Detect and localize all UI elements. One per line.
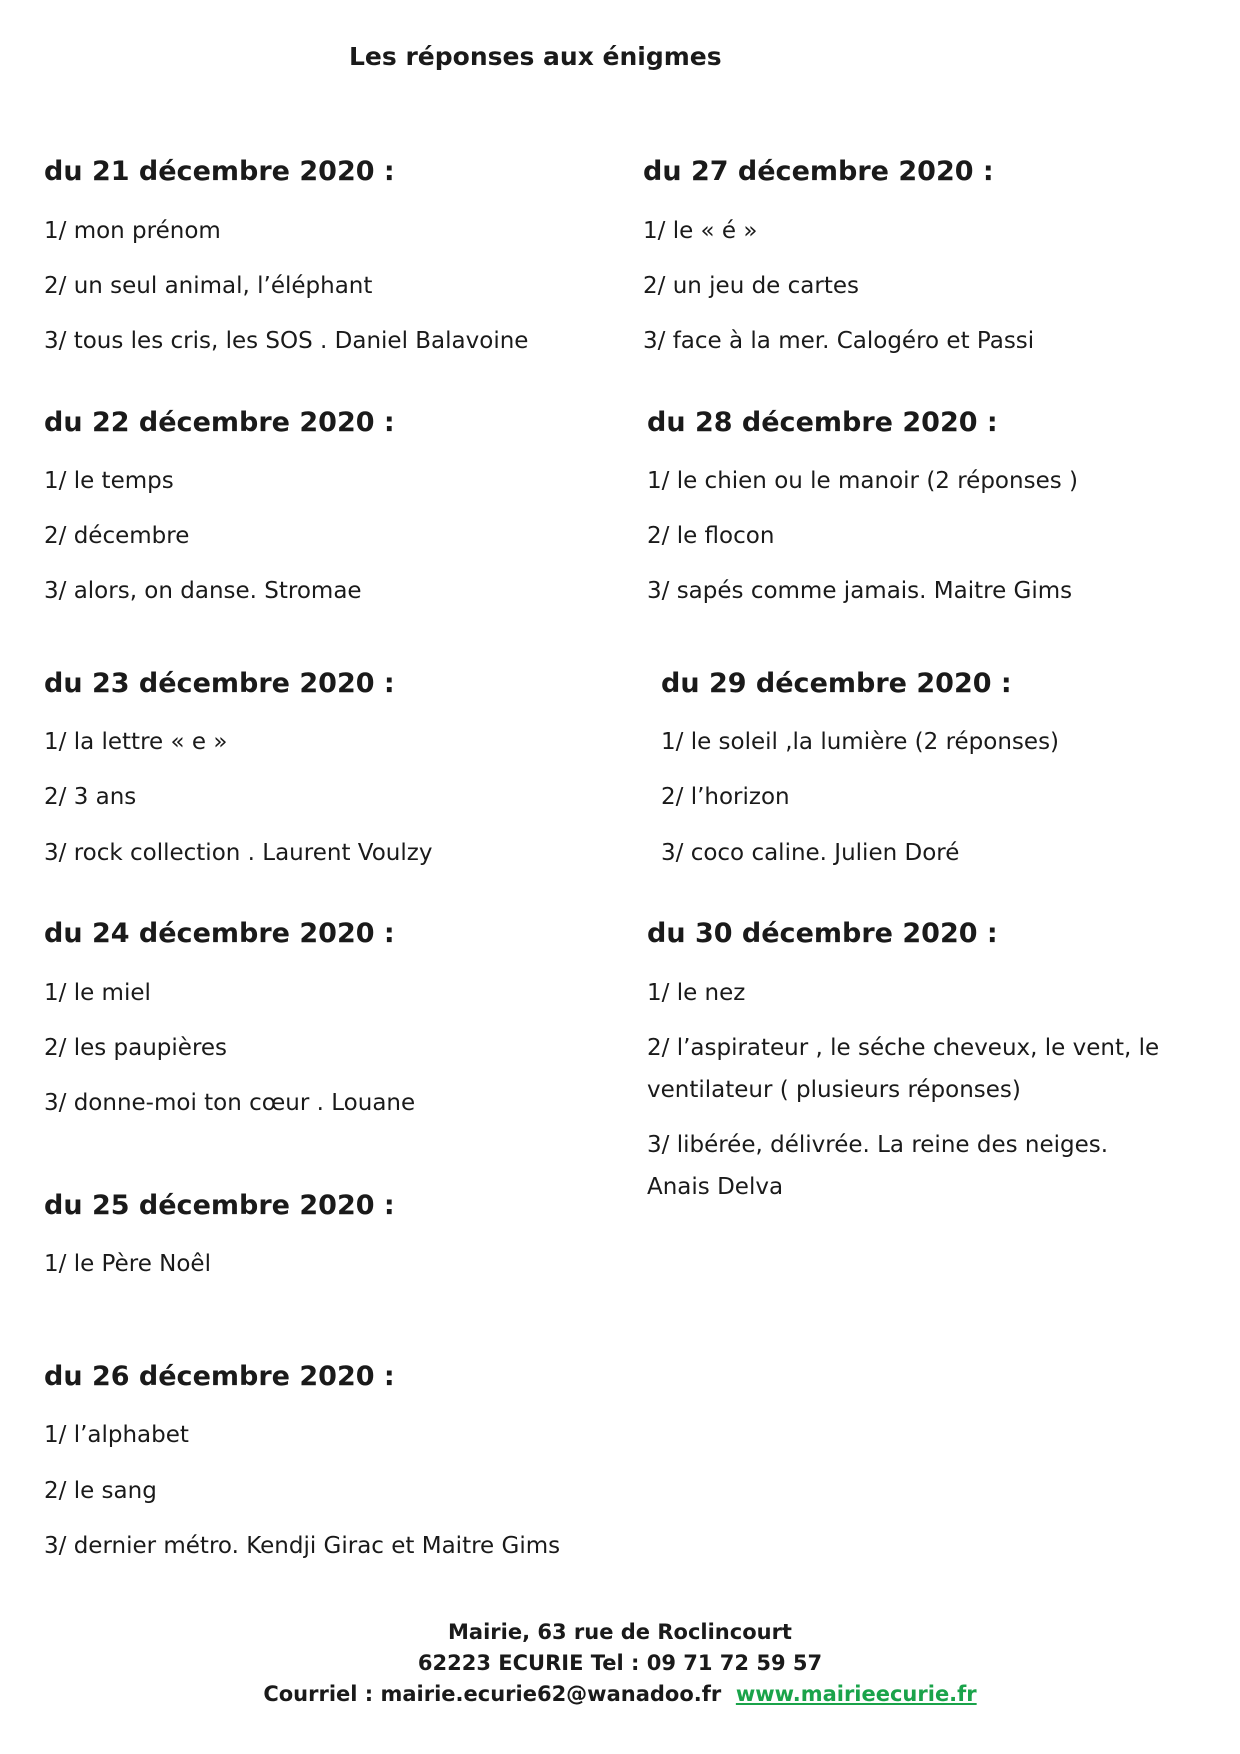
day-heading: du 22 décembre 2020 : xyxy=(44,407,395,438)
footer-address: Mairie, 63 rue de Roclincourt xyxy=(448,1620,792,1644)
day-heading: du 27 décembre 2020 : xyxy=(643,156,994,187)
answer-item: 1/ le soleil ,la lumière (2 réponses) xyxy=(661,729,1060,755)
answer-item: Anais Delva xyxy=(647,1174,784,1200)
answer-item: 3/ dernier métro. Kendji Girac et Maitre Gims xyxy=(44,1533,561,1559)
answer-item: 1/ le chien ou le manoir (2 réponses ) xyxy=(647,468,1078,494)
day-heading: du 25 décembre 2020 : xyxy=(44,1190,395,1221)
answer-item: 1/ le Père Noêl xyxy=(44,1251,211,1277)
page-title: Les réponses aux énigmes xyxy=(349,42,722,71)
answer-item: 2/ décembre xyxy=(44,523,190,549)
answer-item: 3/ rock collection . Laurent Voulzy xyxy=(44,840,433,866)
answer-item: 1/ le miel xyxy=(44,980,151,1006)
answer-item: 2/ le flocon xyxy=(647,523,775,549)
day-heading: du 30 décembre 2020 : xyxy=(647,918,998,949)
answer-item: 2/ les paupières xyxy=(44,1035,228,1061)
answer-item: 1/ le nez xyxy=(647,980,746,1006)
answer-item: 2/ un jeu de cartes xyxy=(643,273,859,299)
answer-item: 3/ tous les cris, les SOS . Daniel Balavoine xyxy=(44,328,529,354)
answer-item: 1/ l’alphabet xyxy=(44,1422,189,1448)
answer-item: ventilateur ( plusieurs réponses) xyxy=(647,1077,1021,1103)
website-link[interactable]: www.mairieecurie.fr xyxy=(735,1682,977,1706)
answer-item: 3/ coco caline. Julien Doré xyxy=(661,840,960,866)
answer-item: 1/ le temps xyxy=(44,468,174,494)
day-heading: du 24 décembre 2020 : xyxy=(44,918,395,949)
day-heading: du 28 décembre 2020 : xyxy=(647,407,998,438)
answer-item: 3/ donne-moi ton cœur . Louane xyxy=(44,1090,416,1116)
answer-item: 3/ face à la mer. Calogéro et Passi xyxy=(643,328,1035,354)
day-heading: du 26 décembre 2020 : xyxy=(44,1361,395,1392)
answer-item: 3/ sapés comme jamais. Maitre Gims xyxy=(647,578,1073,604)
day-heading: du 23 décembre 2020 : xyxy=(44,668,395,699)
answer-item: 1/ le « é » xyxy=(643,218,758,244)
answer-item: 2/ un seul animal, l’éléphant xyxy=(44,273,373,299)
day-heading: du 29 décembre 2020 : xyxy=(661,668,1012,699)
day-heading: du 21 décembre 2020 : xyxy=(44,156,395,187)
answer-item: 2/ l’horizon xyxy=(661,784,790,810)
answer-item: 1/ mon prénom xyxy=(44,218,221,244)
answer-item: 2/ l’aspirateur , le séche cheveux, le vent, le xyxy=(647,1035,1160,1061)
answer-item: 2/ 3 ans xyxy=(44,784,137,810)
answer-item: 1/ la lettre « e » xyxy=(44,729,228,755)
footer-postal-phone: 62223 ECURIE Tel : 09 71 72 59 57 xyxy=(417,1651,823,1675)
answer-item: 2/ le sang xyxy=(44,1478,157,1504)
footer-contact xyxy=(0,1682,1240,1706)
footer-email: Courriel : mairie.ecurie62@wanadoo.fr xyxy=(263,1682,722,1706)
answer-item: 3/ alors, on danse. Stromae xyxy=(44,578,362,604)
answer-item: 3/ libérée, délivrée. La reine des neiges. xyxy=(647,1132,1109,1158)
